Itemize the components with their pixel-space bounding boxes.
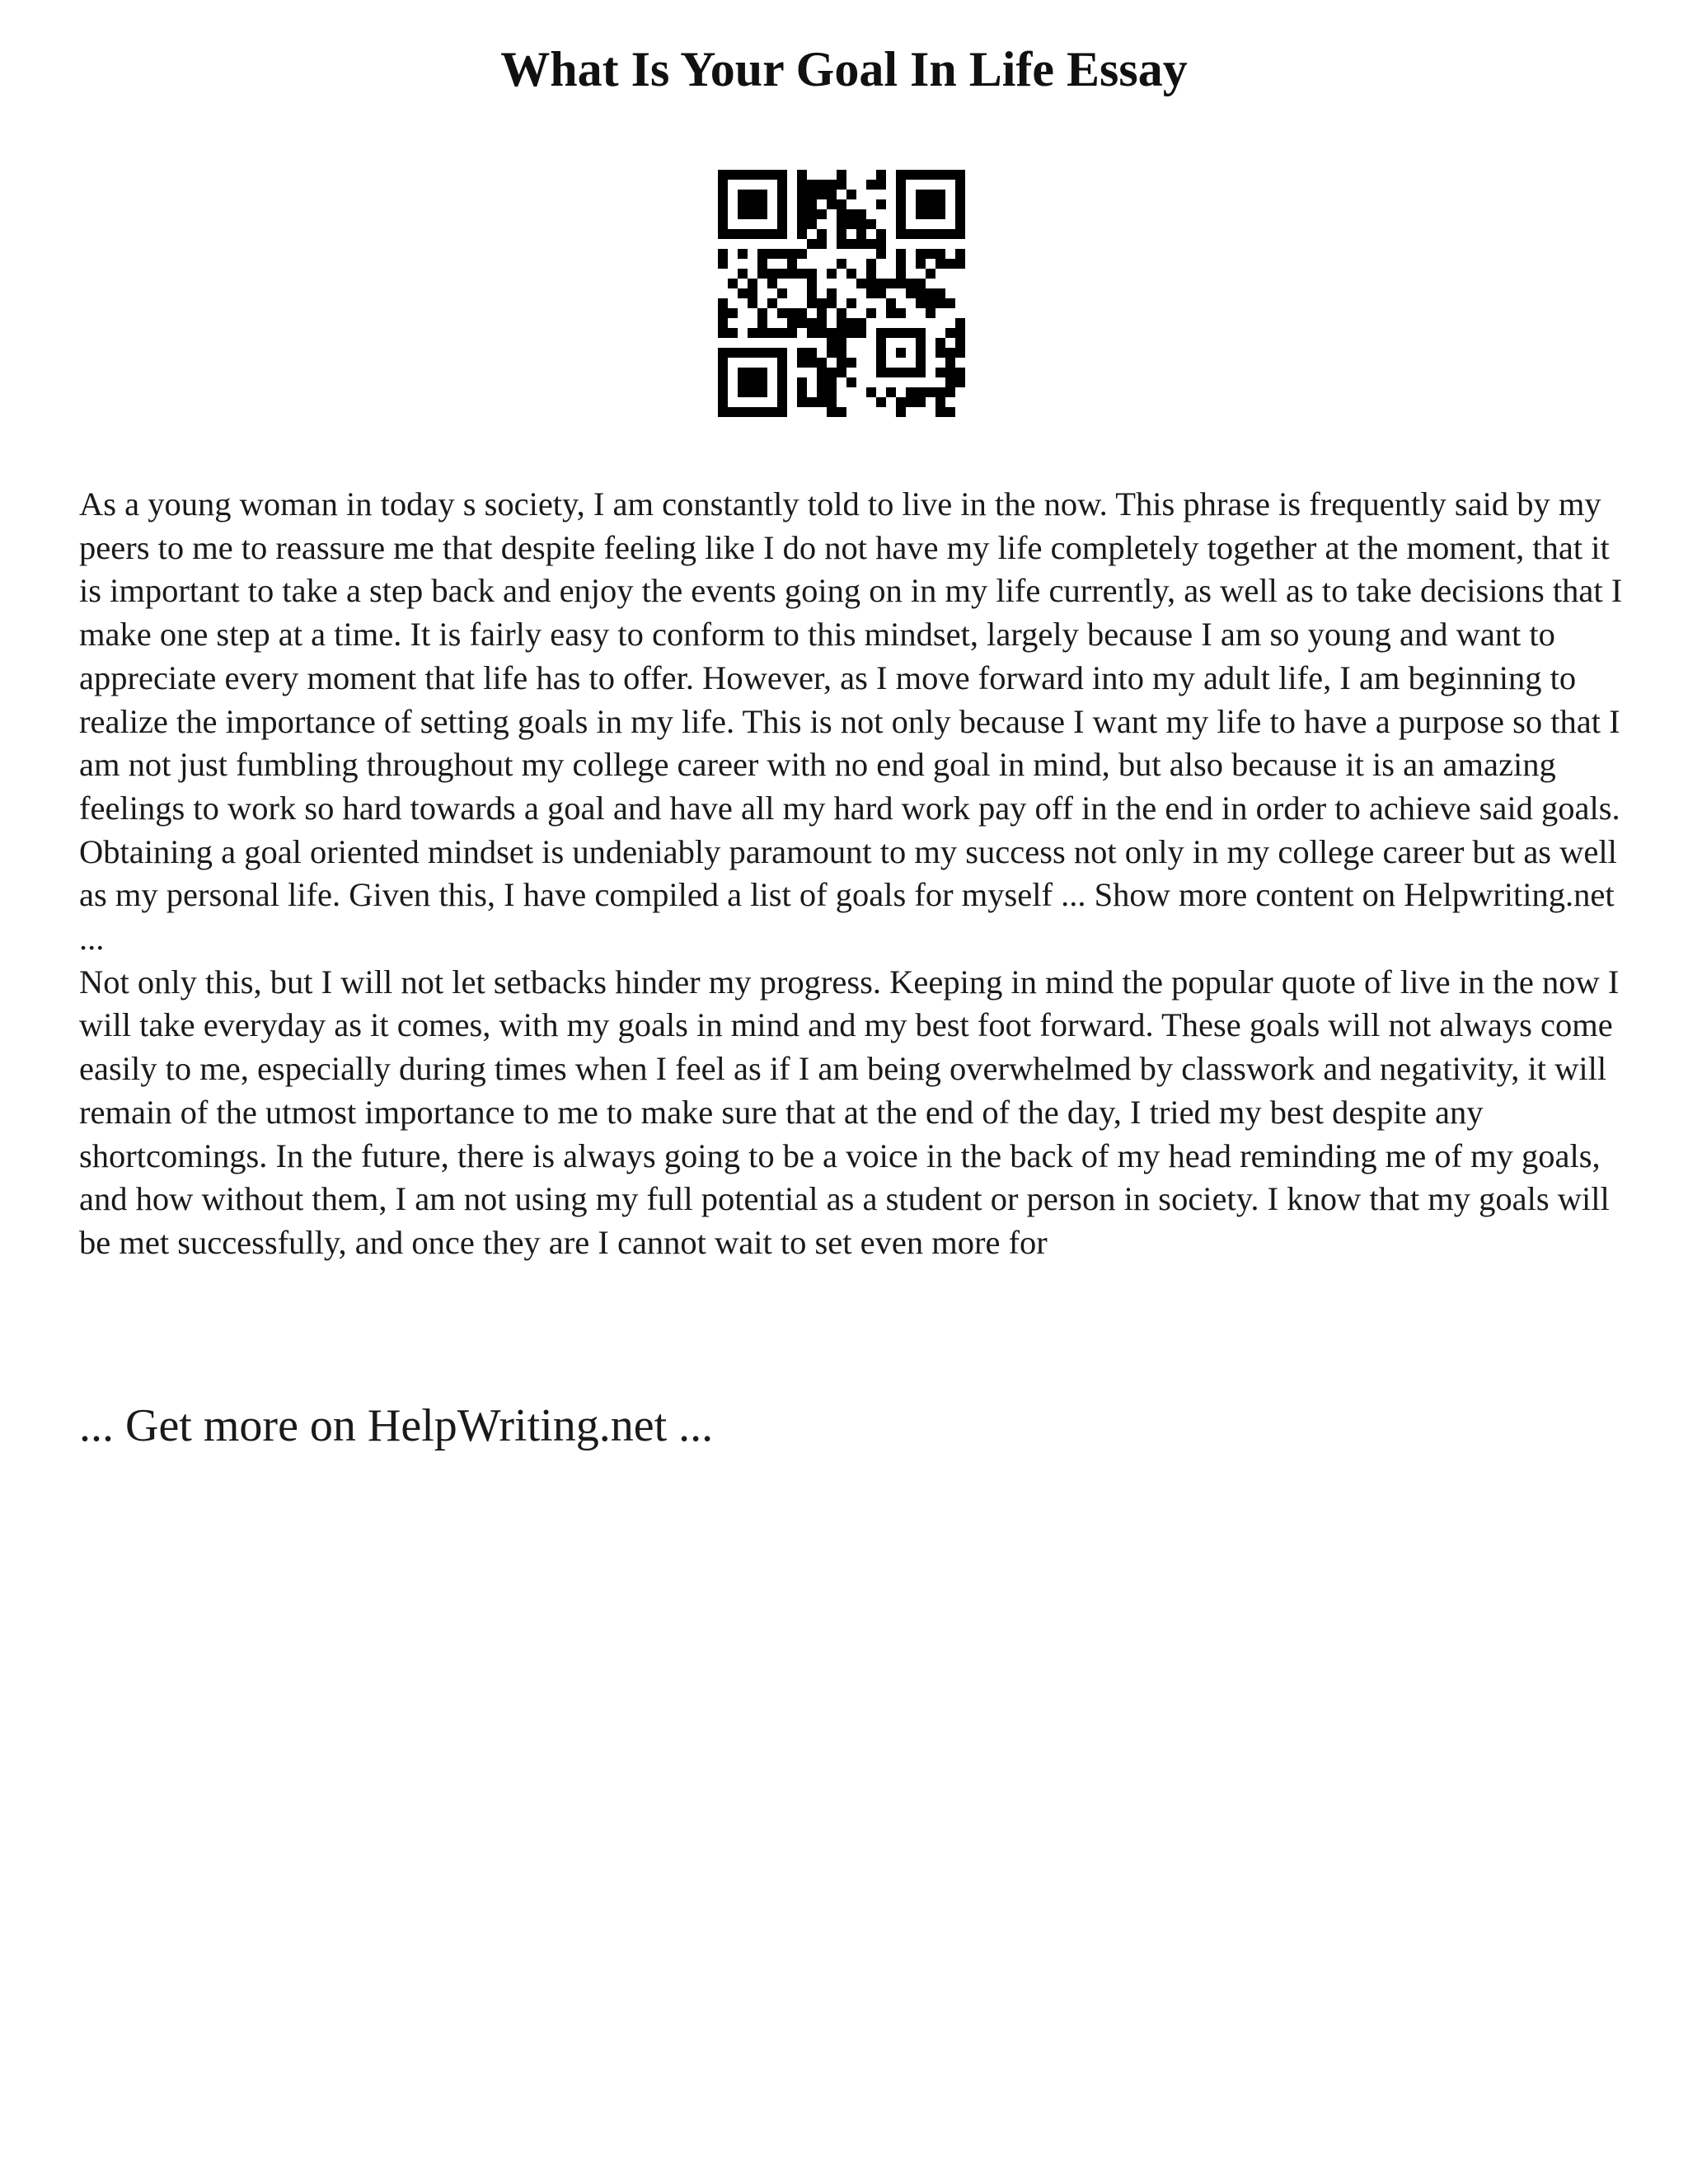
get-more-link[interactable]: ... Get more on HelpWriting.net ...: [79, 1400, 714, 1451]
essay-body: [79, 483, 1629, 1265]
essay-paragraph-2: Not only this, but I will not let setbacks hinder my progress. Keeping in mind the popular quote of live in the now I will take everyday as it comes, with my goals in mind and my best foot forward. These goals will not always come easily to me, especially during times when I feel as if I am being overwhelmed by classwork and negativity, it will remain of the utmost importance to me to make sure that at the end of the day, I tried my best despite any shortcomings. In the future, there is always going to be a voice in the back of my head reminding me of my goals, and how without them, I am not using my full potential as a student or person in society. I know that my goals will be met successfully, and once they are I cannot wait to set even more for: [79, 963, 1620, 1261]
qr-code-icon: [718, 170, 965, 417]
page-title: What Is Your Goal In Life Essay: [500, 42, 1188, 96]
essay-paragraph-1: As a young woman in today s society, I am constantly told to live in the now. This phrase is frequently said by my peers to me to reassure me that despite feeling like I do not have my life completely together at the moment, that it is important to take a step back and enjoy the events going on in my life currently, as well as to take decisions that I make one step at a time. It is fairly easy to conform to this mindset, largely because I am so young and want to appreciate every moment that life has to offer. However, as I move forward into my adult life, I am beginning to realize the importance of setting goals in my life. This is not only because I want my life to have a purpose so that I am not just fumbling throughout my college career with no end goal in mind, but also because it is an amazing feelings to work so hard towards a goal and have all my hard work pay off in the end in order to achieve said goals. Obtaining a goal oriented mindset is undeniably paramount to my success not only in my college career but as well as my personal life. Given this, I have compiled a list of goals for myself ... Show more content on Helpwriting.net ...: [79, 485, 1623, 958]
